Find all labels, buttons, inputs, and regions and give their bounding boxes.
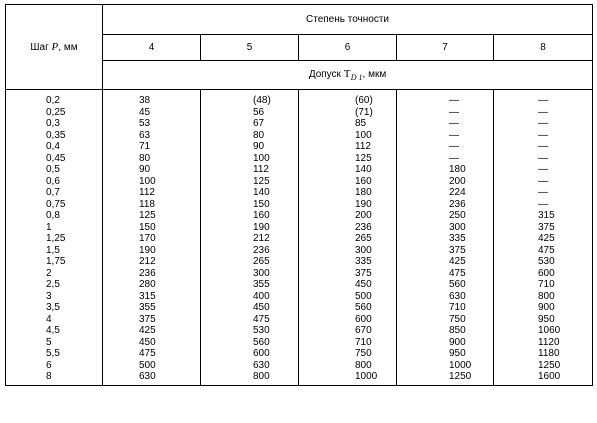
tolerance-cell-grade-4: 500 [103, 360, 201, 372]
tolerance-cell-grade-6: 140 [299, 164, 397, 176]
tolerance-cell-grade-6: 560 [299, 302, 397, 314]
pitch-cell: 8 [6, 371, 103, 385]
tolerance-cell-grade-5: 530 [201, 325, 299, 337]
tolerance-cell-grade-8: 1250 [494, 360, 593, 372]
table-header [6, 5, 593, 90]
tolerance-subscript: D 1 [350, 73, 363, 82]
tolerance-cell-grade-4: 475 [103, 348, 201, 360]
tolerance-cell-grade-7: 335 [397, 233, 494, 245]
tolerance-cell-grade-5: 140 [201, 187, 299, 199]
tolerance-cell-grade-4: 150 [103, 222, 201, 234]
tolerance-cell-grade-6: 300 [299, 245, 397, 257]
tolerance-cell-grade-6: 85 [299, 118, 397, 130]
tolerance-table [5, 4, 593, 386]
tolerance-cell-grade-4: 280 [103, 279, 201, 291]
tolerance-cell-grade-7: — [397, 130, 494, 142]
tolerance-header [103, 61, 593, 90]
tolerance-cell-grade-8: 315 [494, 210, 593, 222]
tolerance-cell-grade-8: 1180 [494, 348, 593, 360]
tolerance-cell-grade-5: 67 [201, 118, 299, 130]
tolerance-cell-grade-4: 63 [103, 130, 201, 142]
tolerance-cell-grade-6: 100 [299, 130, 397, 142]
tolerance-cell-grade-7: 850 [397, 325, 494, 337]
pitch-cell: 2,5 [6, 279, 103, 291]
tolerance-cell-grade-8: 950 [494, 314, 593, 326]
table-row [6, 118, 593, 130]
tolerance-cell-grade-6: (60) [299, 90, 397, 107]
table-row [6, 337, 593, 349]
tolerance-cell-grade-5: 630 [201, 360, 299, 372]
tolerance-cell-grade-4: 118 [103, 199, 201, 211]
tolerance-cell-grade-6: 500 [299, 291, 397, 303]
tolerance-cell-grade-7: 425 [397, 256, 494, 268]
tolerance-label: Допуск [308, 69, 344, 80]
pitch-cell: 0,2 [6, 90, 103, 107]
tolerance-cell-grade-7: 180 [397, 164, 494, 176]
tolerance-cell-grade-7: 300 [397, 222, 494, 234]
tolerance-cell-grade-4: 170 [103, 233, 201, 245]
pitch-cell: 4 [6, 314, 103, 326]
table-row [6, 164, 593, 176]
tolerance-cell-grade-6: 160 [299, 176, 397, 188]
tolerance-cell-grade-5: 112 [201, 164, 299, 176]
tolerance-cell-grade-7: — [397, 141, 494, 153]
tolerance-cell-grade-8: — [494, 141, 593, 153]
tolerance-cell-grade-5: 265 [201, 256, 299, 268]
tolerance-cell-grade-7: — [397, 153, 494, 165]
grade-header-8: 8 [494, 35, 593, 61]
table-row [6, 302, 593, 314]
tolerance-cell-grade-7: 560 [397, 279, 494, 291]
tolerance-cell-grade-8: 900 [494, 302, 593, 314]
pitch-symbol: P [51, 41, 59, 53]
pitch-cell: 3 [6, 291, 103, 303]
tolerance-cell-grade-8: 475 [494, 245, 593, 257]
tolerance-cell-grade-5: 100 [201, 153, 299, 165]
table-row [6, 153, 593, 165]
tolerance-cell-grade-7: — [397, 107, 494, 119]
tolerance-cell-grade-6: 800 [299, 360, 397, 372]
pitch-cell: 0,7 [6, 187, 103, 199]
tolerance-cell-grade-4: 71 [103, 141, 201, 153]
tolerance-cell-grade-7: 630 [397, 291, 494, 303]
tolerance-cell-grade-7: 900 [397, 337, 494, 349]
tolerance-cell-grade-6: 236 [299, 222, 397, 234]
tolerance-cell-grade-8: — [494, 199, 593, 211]
table-row [6, 107, 593, 119]
tolerance-cell-grade-7: 475 [397, 268, 494, 280]
accuracy-grade-header: Степень точности [103, 5, 593, 35]
tolerance-cell-grade-4: 190 [103, 245, 201, 257]
table-row [6, 279, 593, 291]
tolerance-cell-grade-7: 224 [397, 187, 494, 199]
tolerance-cell-grade-4: 38 [103, 90, 201, 107]
tolerance-cell-grade-6: 190 [299, 199, 397, 211]
table-row [6, 176, 593, 188]
tolerance-cell-grade-5: 560 [201, 337, 299, 349]
table-row [6, 187, 593, 199]
tolerance-cell-grade-7: 236 [397, 199, 494, 211]
pitch-cell: 0,4 [6, 141, 103, 153]
grade-header-7: 7 [397, 35, 494, 61]
tolerance-cell-grade-5: 300 [201, 268, 299, 280]
pitch-cell: 0,5 [6, 164, 103, 176]
tolerance-cell-grade-7: 200 [397, 176, 494, 188]
tolerance-cell-grade-7: — [397, 118, 494, 130]
tolerance-cell-grade-8: — [494, 164, 593, 176]
tolerance-cell-grade-6: 450 [299, 279, 397, 291]
tolerance-cell-grade-4: 112 [103, 187, 201, 199]
pitch-cell: 0,6 [6, 176, 103, 188]
tolerance-cell-grade-8: — [494, 176, 593, 188]
table-row [6, 325, 593, 337]
pitch-cell: 0,35 [6, 130, 103, 142]
pitch-unit: , мм [58, 42, 78, 53]
table-row [6, 222, 593, 234]
table-row [6, 371, 593, 385]
tolerance-cell-grade-8: 710 [494, 279, 593, 291]
tolerance-cell-grade-6: (71) [299, 107, 397, 119]
table-body [6, 90, 593, 386]
tolerance-cell-grade-8: 1120 [494, 337, 593, 349]
pitch-cell: 5,5 [6, 348, 103, 360]
tolerance-cell-grade-4: 80 [103, 153, 201, 165]
tolerance-cell-grade-4: 450 [103, 337, 201, 349]
tolerance-cell-grade-5: (48) [201, 90, 299, 107]
tolerance-cell-grade-8: 800 [494, 291, 593, 303]
tolerance-cell-grade-5: 400 [201, 291, 299, 303]
tolerance-cell-grade-5: 80 [201, 130, 299, 142]
pitch-cell: 6 [6, 360, 103, 372]
tolerance-cell-grade-6: 710 [299, 337, 397, 349]
table-row [6, 268, 593, 280]
tolerance-cell-grade-6: 265 [299, 233, 397, 245]
tolerance-cell-grade-4: 90 [103, 164, 201, 176]
table-row [6, 348, 593, 360]
tolerance-cell-grade-8: — [494, 118, 593, 130]
tolerance-cell-grade-7: 375 [397, 245, 494, 257]
tolerance-cell-grade-6: 375 [299, 268, 397, 280]
tolerance-cell-grade-4: 212 [103, 256, 201, 268]
tolerance-cell-grade-8: 530 [494, 256, 593, 268]
tolerance-cell-grade-5: 600 [201, 348, 299, 360]
grade-header-5: 5 [201, 35, 299, 61]
tolerance-cell-grade-7: 1000 [397, 360, 494, 372]
table-row [6, 199, 593, 211]
pitch-cell: 1 [6, 222, 103, 234]
tolerance-cell-grade-7: 710 [397, 302, 494, 314]
tolerance-cell-grade-4: 53 [103, 118, 201, 130]
tolerance-cell-grade-4: 45 [103, 107, 201, 119]
tolerance-cell-grade-4: 630 [103, 371, 201, 385]
table-row [6, 360, 593, 372]
tolerance-cell-grade-5: 150 [201, 199, 299, 211]
pitch-cell: 4,5 [6, 325, 103, 337]
table-row [6, 233, 593, 245]
table-row [6, 210, 593, 222]
tolerance-cell-grade-4: 236 [103, 268, 201, 280]
grade-header-4: 4 [103, 35, 201, 61]
tolerance-cell-grade-8: — [494, 107, 593, 119]
tolerance-cell-grade-4: 355 [103, 302, 201, 314]
tolerance-cell-grade-4: 100 [103, 176, 201, 188]
grade-header-6: 6 [299, 35, 397, 61]
pitch-cell: 3,5 [6, 302, 103, 314]
pitch-cell: 0,75 [6, 199, 103, 211]
table-row [6, 314, 593, 326]
tolerance-cell-grade-6: 750 [299, 348, 397, 360]
tolerance-unit: , мкм [362, 69, 387, 80]
table-row [6, 130, 593, 142]
tolerance-cell-grade-6: 335 [299, 256, 397, 268]
table-row [6, 291, 593, 303]
tolerance-cell-grade-5: 56 [201, 107, 299, 119]
tolerance-cell-grade-4: 425 [103, 325, 201, 337]
tolerance-cell-grade-8: — [494, 153, 593, 165]
tolerance-cell-grade-5: 355 [201, 279, 299, 291]
table-row [6, 141, 593, 153]
tolerance-cell-grade-7: — [397, 90, 494, 107]
table-row [6, 90, 593, 107]
pitch-cell: 5 [6, 337, 103, 349]
tolerance-cell-grade-8: 375 [494, 222, 593, 234]
pitch-cell: 0,3 [6, 118, 103, 130]
tolerance-cell-grade-5: 800 [201, 371, 299, 385]
tolerance-cell-grade-8: — [494, 90, 593, 107]
pitch-column-header [6, 5, 103, 90]
tolerance-cell-grade-4: 315 [103, 291, 201, 303]
tolerance-cell-grade-5: 475 [201, 314, 299, 326]
tolerance-cell-grade-8: — [494, 130, 593, 142]
tolerance-cell-grade-7: 950 [397, 348, 494, 360]
pitch-cell: 2 [6, 268, 103, 280]
pitch-cell: 0,8 [6, 210, 103, 222]
tolerance-cell-grade-6: 670 [299, 325, 397, 337]
pitch-label-prefix: Шаг [30, 42, 52, 53]
tolerance-cell-grade-4: 375 [103, 314, 201, 326]
pitch-cell: 0,45 [6, 153, 103, 165]
tolerance-cell-grade-5: 212 [201, 233, 299, 245]
tolerance-cell-grade-5: 450 [201, 302, 299, 314]
tolerance-cell-grade-5: 190 [201, 222, 299, 234]
tolerance-cell-grade-7: 1250 [397, 371, 494, 385]
tolerance-cell-grade-7: 750 [397, 314, 494, 326]
tolerance-cell-grade-8: 600 [494, 268, 593, 280]
tolerance-cell-grade-6: 600 [299, 314, 397, 326]
tolerance-cell-grade-5: 125 [201, 176, 299, 188]
tolerance-cell-grade-8: — [494, 187, 593, 199]
tolerance-cell-grade-8: 1060 [494, 325, 593, 337]
tolerance-cell-grade-5: 160 [201, 210, 299, 222]
pitch-cell: 1,25 [6, 233, 103, 245]
table-row [6, 256, 593, 268]
tolerance-cell-grade-5: 90 [201, 141, 299, 153]
tolerance-symbol: T [343, 68, 351, 80]
tolerance-cell-grade-6: 200 [299, 210, 397, 222]
pitch-cell: 1,75 [6, 256, 103, 268]
pitch-cell: 1,5 [6, 245, 103, 257]
tolerance-cell-grade-6: 180 [299, 187, 397, 199]
pitch-cell: 0,25 [6, 107, 103, 119]
tolerance-cell-grade-8: 1600 [494, 371, 593, 385]
tolerance-cell-grade-8: 425 [494, 233, 593, 245]
table-row [6, 245, 593, 257]
tolerance-cell-grade-6: 1000 [299, 371, 397, 385]
tolerance-cell-grade-7: 250 [397, 210, 494, 222]
tolerance-cell-grade-5: 236 [201, 245, 299, 257]
tolerance-cell-grade-4: 125 [103, 210, 201, 222]
tolerance-cell-grade-6: 125 [299, 153, 397, 165]
tolerance-cell-grade-6: 112 [299, 141, 397, 153]
